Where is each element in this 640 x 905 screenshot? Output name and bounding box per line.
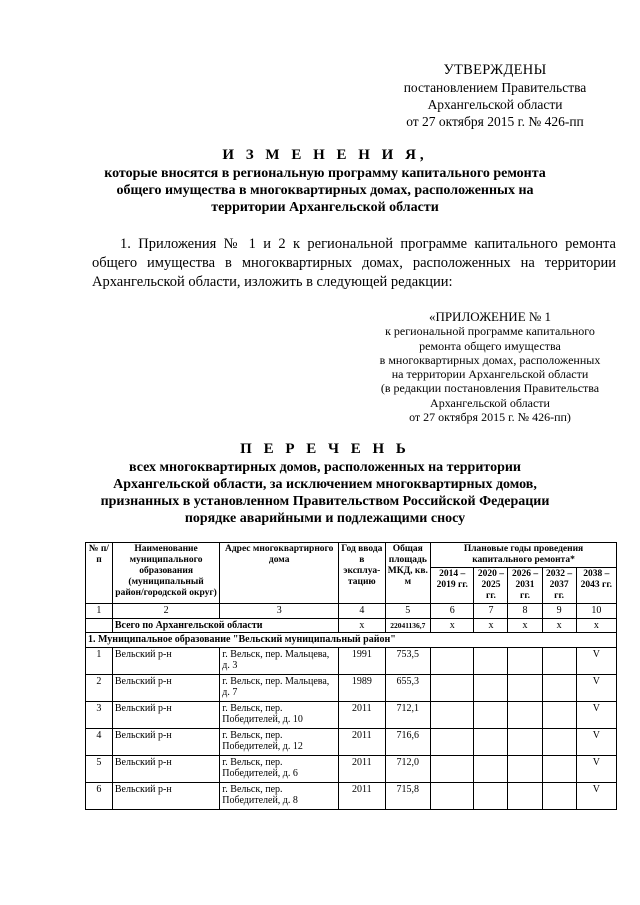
row-number: 5: [86, 755, 113, 782]
row-period-2: [474, 701, 508, 728]
total-p4: x: [542, 618, 576, 633]
section-row: [86, 633, 617, 648]
table-row: [86, 755, 617, 782]
column-number: 5: [385, 604, 430, 619]
appendix-block: [362, 310, 618, 424]
housing-register-table: [85, 542, 617, 810]
header-period-1: 2014 – 2019 гг.: [431, 568, 474, 604]
changes-title: И З М Е Н Е Н И Я,: [222, 147, 428, 163]
header-period-2: 2020 – 2025 гг.: [474, 568, 508, 604]
row-address: г. Вельск, пер. Победителей, д. 10: [220, 701, 339, 728]
table-row: [86, 782, 617, 809]
header-year: Год ввода в эксплуа-тацию: [339, 543, 385, 604]
row-period-4: [542, 728, 576, 755]
table-row: [86, 647, 617, 674]
row-period-2: [474, 647, 508, 674]
row-period-2: [474, 674, 508, 701]
approval-line-3: от 27 октября 2015 г. № 426-пп: [406, 114, 584, 129]
appendix-line: от 27 октября 2015 г. № 426-пп): [409, 410, 571, 425]
appendix-line: ремонта общего имущества: [419, 338, 561, 353]
column-number: 9: [542, 604, 576, 619]
row-period-1: [431, 782, 474, 809]
appendix-line: (в редакции постановления Правительства: [380, 381, 600, 396]
row-period-1: [431, 755, 474, 782]
row-period-3: [508, 755, 542, 782]
row-year: 1991: [339, 647, 385, 674]
header-area: Общая площадь МКД, кв. м: [385, 543, 430, 604]
row-period-4: [542, 755, 576, 782]
row-period-3: [508, 782, 542, 809]
header-municipality: Наименование муниципального образования (муниципальный район/городской округ): [112, 543, 219, 604]
column-number: 8: [508, 604, 542, 619]
row-address: г. Вельск, пер. Победителей, д. 6: [220, 755, 339, 782]
row-period-2: [474, 728, 508, 755]
row-number: 6: [86, 782, 113, 809]
row-period-4: [542, 647, 576, 674]
row-number: 1: [86, 647, 113, 674]
row-area: 712,0: [385, 755, 430, 782]
header-num: № п/п: [86, 543, 113, 604]
section-title: 1. Муниципальное образование "Вельский муниципальный район": [86, 633, 617, 648]
row-year: 2011: [339, 728, 385, 755]
total-area: 22041136,7: [385, 618, 430, 633]
row-period-5: V: [576, 674, 616, 701]
column-number: 2: [112, 604, 219, 619]
row-period-3: [508, 647, 542, 674]
header-address: Адрес многоквартирного дома: [220, 543, 339, 604]
row-period-1: [431, 674, 474, 701]
row-period-2: [474, 755, 508, 782]
row-municipality: Вельский р-н: [112, 728, 219, 755]
row-area: 716,6: [385, 728, 430, 755]
header-planned: Плановые годы проведения капитального ремонта*: [431, 543, 617, 568]
row-year: 2011: [339, 755, 385, 782]
header-period-4: 2032 – 2037 гг.: [542, 568, 576, 604]
row-year: 2011: [339, 701, 385, 728]
row-area: 715,8: [385, 782, 430, 809]
header-period-3: 2026 – 2031 гг.: [508, 568, 542, 604]
table-row: [86, 728, 617, 755]
row-number: 4: [86, 728, 113, 755]
row-address: г. Вельск, пер. Победителей, д. 8: [220, 782, 339, 809]
total-label: Всего по Архангельской области: [112, 618, 338, 633]
row-area: 655,3: [385, 674, 430, 701]
appendix-line: к региональной программе капитального: [385, 324, 595, 339]
row-year: 2011: [339, 782, 385, 809]
column-number-row: [86, 604, 617, 619]
row-address: г. Вельск, пер. Мальцева, д. 3: [220, 647, 339, 674]
row-period-5: V: [576, 755, 616, 782]
column-number: 3: [220, 604, 339, 619]
row-period-4: [542, 782, 576, 809]
appendix-line: на территории Архангельской области: [391, 367, 589, 382]
row-period-4: [542, 674, 576, 701]
appendix-title: «ПРИЛОЖЕНИЕ № 1: [428, 309, 552, 324]
row-municipality: Вельский р-н: [112, 755, 219, 782]
total-p1: x: [431, 618, 474, 633]
total-p2: x: [474, 618, 508, 633]
row-municipality: Вельский р-н: [112, 701, 219, 728]
row-number: 3: [86, 701, 113, 728]
table-row: [86, 701, 617, 728]
row-period-1: [431, 728, 474, 755]
approval-title: УТВЕРЖДЕНЫ: [443, 62, 547, 78]
row-period-5: V: [576, 782, 616, 809]
column-number: 1: [86, 604, 113, 619]
row-period-1: [431, 647, 474, 674]
row-period-3: [508, 674, 542, 701]
list-title: П Е Р Е Ч Е Н Ь: [240, 441, 410, 457]
appendix-line: в многоквартирных домах, расположенных: [379, 352, 601, 367]
row-period-5: V: [576, 728, 616, 755]
approval-block: [380, 62, 610, 130]
row-period-5: V: [576, 647, 616, 674]
row-municipality: Вельский р-н: [112, 647, 219, 674]
row-period-3: [508, 728, 542, 755]
row-number: 2: [86, 674, 113, 701]
row-period-5: V: [576, 701, 616, 728]
approval-line-1: постановлением Правительства: [403, 80, 587, 95]
row-address: г. Вельск, пер. Мальцева, д. 7: [220, 674, 339, 701]
header-period-5: 2038 – 2043 гг.: [576, 568, 616, 604]
paragraph-1: 1. Приложения № 1 и 2 к региональной программе капитального ремонта общего имущества в многоквартирных домах, расположенных на территории Архангельской области, изложить в следующей редакции:: [92, 236, 616, 290]
column-number: 6: [431, 604, 474, 619]
row-municipality: Вельский р-н: [112, 674, 219, 701]
total-year: x: [339, 618, 385, 633]
appendix-line: Архангельской области: [430, 395, 550, 410]
approval-line-2: Архангельской области: [427, 97, 563, 112]
row-period-4: [542, 701, 576, 728]
row-period-1: [431, 701, 474, 728]
row-area: 712,1: [385, 701, 430, 728]
row-address: г. Вельск, пер. Победителей, д. 12: [220, 728, 339, 755]
total-p3: x: [508, 618, 542, 633]
changes-subtitle: которые вносятся в региональную программу капитального ремонта общего имущества в многоквартирных домах, расположенных на территории Архангельской области: [104, 166, 546, 215]
column-number: 4: [339, 604, 385, 619]
total-p5: x: [576, 618, 616, 633]
column-number: 7: [474, 604, 508, 619]
column-number: 10: [576, 604, 616, 619]
row-year: 1989: [339, 674, 385, 701]
list-subtitle: всех многоквартирных домов, расположенных на территории Архангельской области, за исключением многоквартирных домов, признанных в установленном Правительством Российской Федерации порядке аварийными и подлежащими сносу: [100, 460, 550, 526]
total-row: [86, 618, 617, 633]
row-municipality: Вельский р-н: [112, 782, 219, 809]
table-row: [86, 674, 617, 701]
row-period-3: [508, 701, 542, 728]
row-area: 753,5: [385, 647, 430, 674]
row-period-2: [474, 782, 508, 809]
